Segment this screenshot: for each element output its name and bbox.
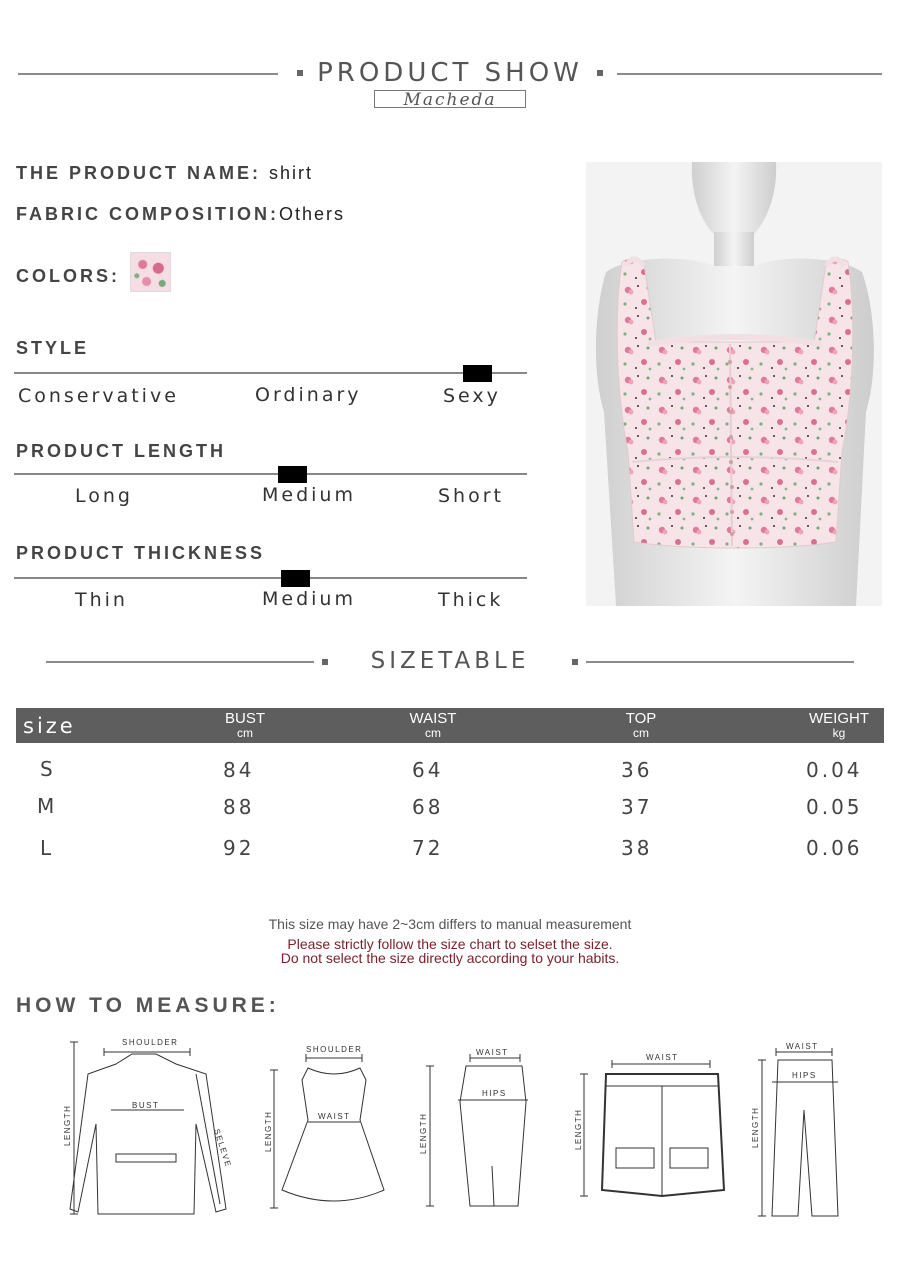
skirt-waist-label: WAIST: [476, 1048, 509, 1057]
bust-label: BUST: [132, 1101, 160, 1110]
style-title: STYLE: [16, 338, 90, 358]
pants-waist-label: WAIST: [786, 1042, 819, 1051]
pants-length-label: LENGTH: [751, 1106, 760, 1148]
shorts-waist-label: WAIST: [646, 1053, 679, 1062]
header-bullet-right: [597, 70, 603, 76]
weight-header-label: WEIGHT: [809, 710, 869, 727]
bust-header-unit: cm: [237, 726, 253, 740]
top-header-label: TOP: [625, 710, 657, 727]
dress-waist-label: WAIST: [318, 1112, 351, 1121]
pants-hips-label: HIPS: [792, 1071, 817, 1080]
skirt-measure-diagram: [414, 1046, 534, 1218]
page-title: PRODUCT SHOW: [317, 58, 583, 88]
sizetable-title: SIZETABLE: [370, 648, 530, 674]
product-photo: [586, 162, 882, 606]
bust-column-header: [200, 711, 290, 739]
sizetable-bullet-right: [572, 659, 578, 665]
dress-shoulder-label: SHOULDER: [306, 1045, 363, 1054]
header-divider-right: [617, 73, 882, 75]
sizetable-bullet-left: [322, 659, 328, 665]
row-s-weight: 0.04: [806, 758, 863, 782]
shoulder-label: SHOULDER: [122, 1038, 179, 1047]
row-s-bust: 84: [223, 758, 255, 782]
product-name-value: shirt: [269, 163, 314, 183]
size-warning-line1: Please strictly follow the size chart to selset the size.: [287, 936, 613, 952]
dress-measure-diagram: [262, 1040, 392, 1216]
length-title: PRODUCT LENGTH: [16, 441, 226, 461]
brand-name: Macheda: [374, 90, 526, 108]
thickness-title: PRODUCT THICKNESS: [16, 543, 266, 563]
measurement-note: This size may have 2~3cm differs to manual measurement: [268, 916, 632, 932]
product-name-row: [16, 163, 313, 184]
length-option-medium: Medium: [262, 484, 356, 506]
row-l-top: 38: [621, 836, 653, 860]
length-option-short: Short: [438, 485, 504, 507]
fabric-value: Others: [279, 204, 346, 224]
weight-header-unit: kg: [832, 726, 846, 740]
thickness-option-thick: Thick: [438, 589, 504, 611]
colors-label: COLORS:: [16, 266, 120, 286]
mannequin-illustration: [586, 162, 882, 606]
length-label: LENGTH: [63, 1104, 72, 1146]
weight-column-header: [794, 711, 884, 739]
bust-header-label: BUST: [224, 710, 265, 727]
length-option-long: Long: [75, 485, 133, 507]
size-column-header: size: [23, 714, 76, 738]
sizetable-divider-right: [586, 661, 854, 663]
size-warning-line2: Do not select the size directly according to your habits.: [280, 950, 620, 966]
waist-header-label: WAIST: [409, 710, 457, 727]
style-scale-line: [14, 372, 527, 374]
row-m-size: M: [37, 794, 58, 818]
thickness-option-medium: Medium: [262, 588, 356, 610]
style-option-sexy: Sexy: [443, 385, 501, 407]
row-l-bust: 92: [223, 836, 255, 860]
thickness-marker-medium: [281, 570, 310, 587]
row-l-size: L: [40, 836, 55, 860]
pants-measure-diagram: [748, 1040, 860, 1222]
row-s-top: 36: [621, 758, 653, 782]
style-option-ordinary: Ordinary: [255, 384, 362, 406]
how-to-measure-title: HOW TO MEASURE:: [16, 994, 280, 1017]
shorts-length-label: LENGTH: [574, 1108, 583, 1150]
fabric-label: FABRIC COMPOSITION:: [16, 204, 279, 224]
style-marker-sexy: [463, 365, 492, 382]
waist-header-unit: cm: [425, 726, 441, 740]
sleeve-label: SELEVE: [212, 1127, 234, 1169]
skirt-length-label: LENGTH: [419, 1112, 428, 1154]
waist-column-header: [388, 711, 478, 739]
thickness-option-thin: Thin: [75, 589, 128, 611]
top-header-unit: cm: [633, 726, 649, 740]
product-name-label: THE PRODUCT NAME:: [16, 163, 261, 183]
thickness-scale-line: [14, 577, 527, 579]
row-s-waist: 64: [412, 758, 444, 782]
dress-length-label: LENGTH: [264, 1110, 273, 1152]
row-m-bust: 88: [223, 795, 255, 819]
row-s-size: S: [40, 757, 56, 781]
jacket-measure-diagram: [56, 1034, 236, 1224]
row-l-waist: 72: [412, 836, 444, 860]
row-m-waist: 68: [412, 795, 444, 819]
skirt-hips-label: HIPS: [482, 1089, 507, 1098]
row-m-weight: 0.05: [806, 795, 863, 819]
length-scale-line: [14, 473, 527, 475]
color-swatch-floral[interactable]: [130, 252, 171, 292]
header-divider-left: [18, 73, 278, 75]
shorts-measure-diagram: [572, 1050, 740, 1208]
fabric-row: [16, 204, 345, 225]
row-l-weight: 0.06: [806, 836, 863, 860]
length-marker-medium: [278, 466, 307, 483]
size-table-header: [16, 708, 884, 743]
style-option-conservative: Conservative: [18, 385, 179, 407]
row-m-top: 37: [621, 795, 653, 819]
top-column-header: [596, 711, 686, 739]
sizetable-divider-left: [46, 661, 314, 663]
